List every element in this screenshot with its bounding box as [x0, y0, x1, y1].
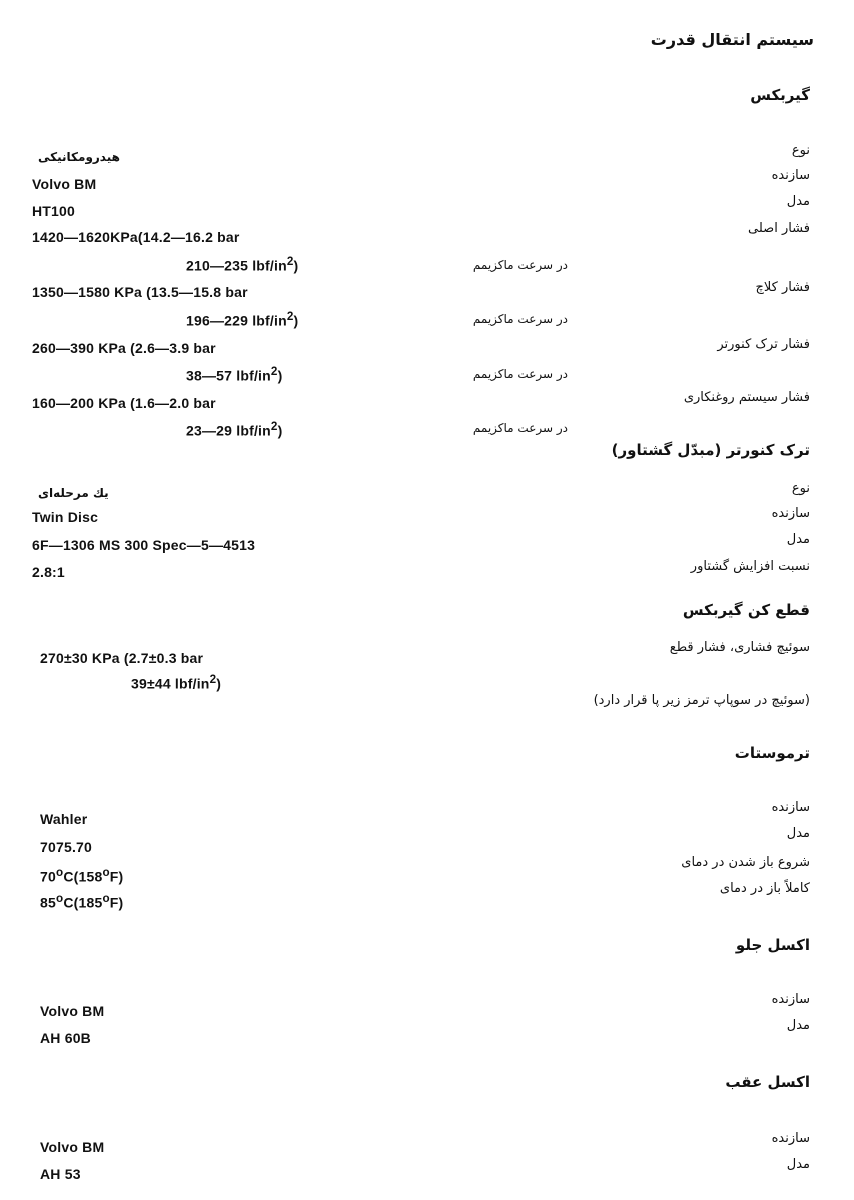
- main-pressure-line-2: 210—235 lbf/$in^2$): [186, 255, 299, 274]
- cutoff-pressure-line-1: 270±30 KPa (2.7±0.3 bar: [40, 650, 204, 666]
- thermostat-opening-label: شروع باز شدن در دمای: [681, 855, 810, 870]
- superscript-2: 2: [286, 310, 294, 323]
- thermostat-fully-open-value: 85$^o$C(185$^o$F): [40, 892, 124, 911]
- degree-sign: o: [102, 892, 110, 905]
- superscript-2: 2: [209, 673, 217, 686]
- rear-axle-manufacturer-value: Volvo BM: [40, 1139, 105, 1155]
- at-max-speed-note: در سرعت ماکزیمم: [472, 421, 568, 435]
- thermostat-fully-open-label: کاملاً باز در دمای: [719, 881, 810, 896]
- converter-model-label: مدل: [786, 532, 810, 547]
- gearbox-model-value: HT100: [32, 203, 76, 219]
- converter-ratio-label: نسبت افزایش گشتاور: [690, 559, 810, 574]
- front-axle-model-value: AH 60B: [40, 1030, 91, 1046]
- gearbox-converter-pressure-label: فشار ترک کنورتر: [717, 337, 810, 352]
- degree-sign: o: [102, 866, 110, 879]
- thermostat-opening-value: 70$^o$C(158$^o$F): [40, 866, 124, 885]
- gearbox-model-label: مدل: [786, 194, 810, 209]
- degree-sign: o: [55, 892, 64, 905]
- converter-manufacturer-value: Twin Disc: [32, 509, 99, 525]
- front-axle-manufacturer-value: Volvo BM: [40, 1003, 105, 1019]
- converter-type-label: نوع: [791, 481, 810, 496]
- gearbox-lube-pressure-label: فشار سیستم روغنکاری: [683, 390, 810, 405]
- gearbox-main-pressure-label: فشار اصلی: [748, 221, 810, 236]
- front-axle-heading: اکسل جلو: [735, 936, 810, 954]
- lube-pressure-line-1: 160—200 KPa (1.6—2.0 bar: [32, 395, 216, 411]
- converter-pressure-line-2: 38—57 lbf/$in^2$): [186, 365, 283, 384]
- rear-axle-model-label: مدل: [786, 1157, 810, 1172]
- converter-model-value: 6F—1306 MS 300 Spec—5—4513: [32, 537, 256, 553]
- cutoff-note: (سوئیچ در سوپاپ ترمز زیر پا قرار دارد): [593, 693, 810, 708]
- front-axle-manufacturer-label: سازنده: [771, 992, 810, 1007]
- rear-axle-heading: اکسل عقب: [725, 1073, 810, 1091]
- clutch-pressure-line-2: 196—229 lbf/$in^2$): [186, 310, 299, 329]
- cutoff-pressure-label: سوئیچ فشاری، فشار قطع: [669, 640, 810, 655]
- gearbox-manufacturer-label: سازنده: [771, 168, 810, 183]
- section-title: سیستم انتقال قدرت: [650, 30, 814, 49]
- cutoff-pressure-line-2: 39±44 lbf/$in^2$): [131, 673, 222, 692]
- degree-sign: o: [55, 866, 64, 879]
- at-max-speed-note: در سرعت ماکزیمم: [472, 367, 568, 381]
- thermostat-model-value: 7075.70: [40, 839, 93, 855]
- converter-ratio-value: 2.8:1: [32, 564, 65, 580]
- converter-type-value: یك مرحله‌ای: [38, 486, 109, 500]
- gearbox-heading: گیربکس: [750, 86, 810, 104]
- gearbox-type-value: هیدرومکانیکی: [38, 150, 120, 164]
- converter-pressure-line-1: 260—390 KPa (2.6—3.9 bar: [32, 340, 216, 356]
- superscript-2: 2: [286, 255, 294, 268]
- at-max-speed-note: در سرعت ماکزیمم: [472, 312, 568, 326]
- thermostat-model-label: مدل: [786, 826, 810, 841]
- torque-converter-heading: ترک کنورتر (مبدّل گشتاور): [611, 441, 810, 459]
- at-max-speed-note: در سرعت ماکزیمم: [472, 258, 568, 272]
- main-pressure-line-1: 1420—1620KPa(14.2—16.2 bar: [32, 229, 240, 245]
- gearbox-manufacturer-value: Volvo BM: [32, 176, 97, 192]
- gearbox-clutch-pressure-label: فشار کلاچ: [755, 280, 810, 295]
- gearbox-type-label: نوع: [791, 143, 810, 158]
- thermostat-manufacturer-value: Wahler: [40, 811, 88, 827]
- front-axle-model-label: مدل: [786, 1018, 810, 1033]
- thermostat-manufacturer-label: سازنده: [771, 800, 810, 815]
- thermostat-heading: ترموستات: [734, 744, 810, 762]
- lube-pressure-line-2: 23—29 lbf/$in^2$): [186, 420, 283, 439]
- clutch-pressure-line-1: 1350—1580 KPa (13.5—15.8 bar: [32, 284, 248, 300]
- superscript-2: 2: [270, 365, 278, 378]
- gearbox-cutoff-heading: قطع کن گیربکس: [682, 601, 810, 619]
- rear-axle-manufacturer-label: سازنده: [771, 1131, 810, 1146]
- rear-axle-model-value: AH 53: [40, 1166, 81, 1182]
- superscript-2: 2: [270, 420, 278, 433]
- converter-manufacturer-label: سازنده: [771, 506, 810, 521]
